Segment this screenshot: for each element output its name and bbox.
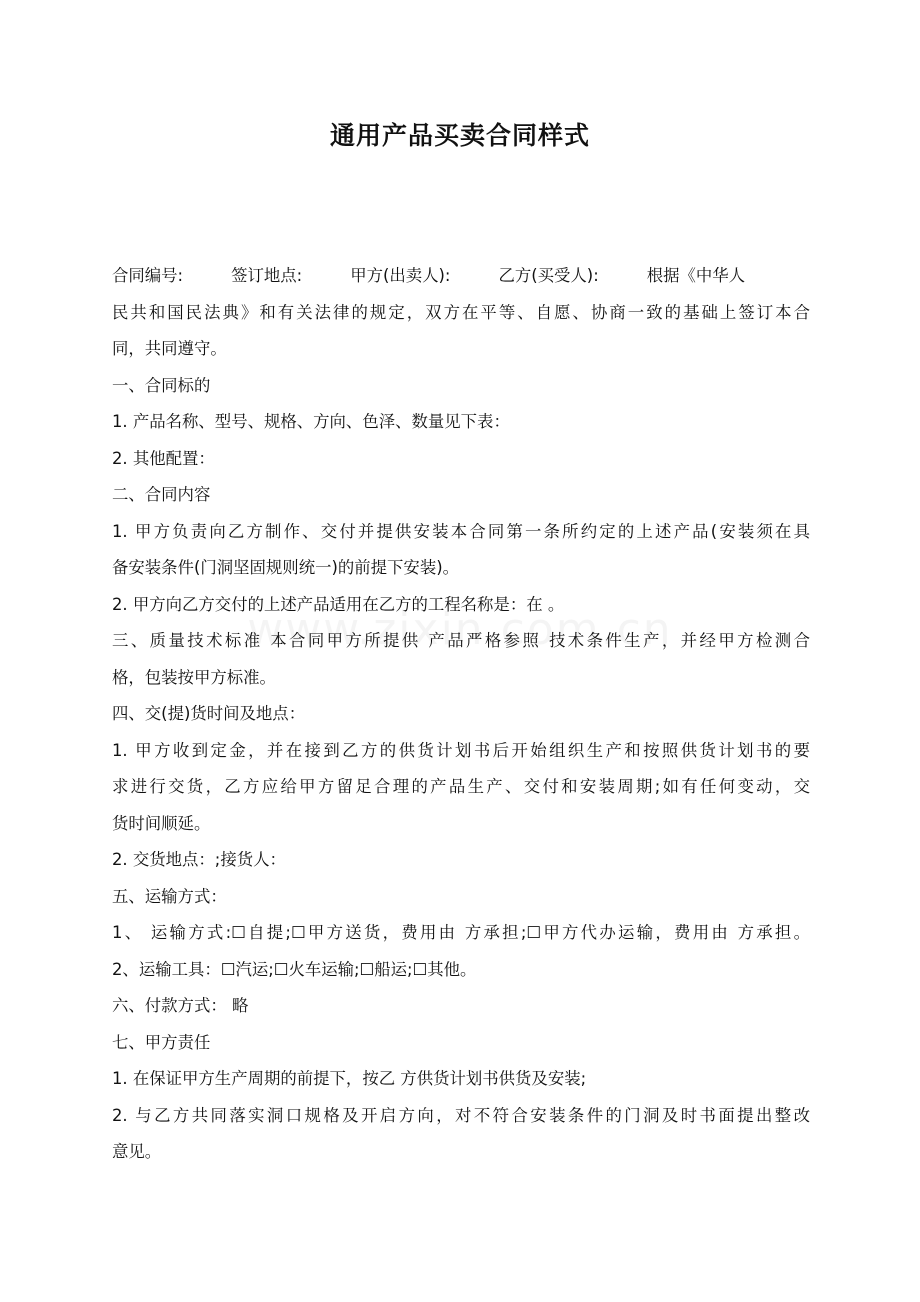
section-heading: 一、合同标的 bbox=[112, 375, 211, 395]
clause-line: 1、 运输方式:☐自提;☐甲方送货，费用由 方承担;☐甲方代办运输，费用由 方承担。 bbox=[112, 923, 810, 942]
clause-line: 备安装条件(门洞坚固规则统一)的前提下安装)。 bbox=[112, 558, 459, 577]
basis-text-start: 根据《中华人 bbox=[646, 266, 746, 285]
clause-line: 2. 甲方向乙方交付的上述产品适用在乙方的工程名称是：在 。 bbox=[112, 594, 565, 614]
contract-number-label: 合同编号: bbox=[112, 266, 184, 285]
clause-line: 1. 甲方收到定金，并在接到乙方的供货计划书后开始组织生产和按照供货计划书的要 bbox=[112, 740, 810, 760]
party-a-label: 甲方(出卖人): bbox=[350, 266, 451, 285]
clause-line: 2. 交货地点：;接货人： bbox=[112, 850, 286, 869]
section-heading: 七、甲方责任 bbox=[112, 1032, 211, 1052]
clause-line: 意见。 bbox=[112, 1142, 162, 1161]
clause-line: 1. 在保证甲方生产周期的前提下，按乙 方供货计划书供货及安装; bbox=[112, 1069, 587, 1088]
header-line bbox=[112, 258, 810, 295]
section-heading: 三、质量技术标准 本合同甲方所提供 产品严格参照 技术条件生产，并经甲方检测合 bbox=[112, 631, 810, 650]
clause-line: 2、运输工具：☐汽运;☐火车运输;☐船运;☐其他。 bbox=[112, 959, 477, 979]
section-heading: 六、付款方式： 略 bbox=[112, 996, 249, 1015]
paragraph-line: 民共和国民法典》和有关法律的规定，双方在平等、自愿、协商一致的基础上签订本合 bbox=[112, 302, 810, 322]
section-heading: 四、交(提)货时间及地点： bbox=[112, 704, 306, 723]
contract-body bbox=[112, 258, 810, 1171]
paragraph-line: 同，共同遵守。 bbox=[112, 339, 227, 358]
document-title: 通用产品买卖合同样式 bbox=[329, 121, 590, 150]
sign-place-label: 签订地点: bbox=[231, 266, 303, 285]
clause-line: 2. 其他配置： bbox=[112, 448, 215, 468]
clause-line: 货时间顺延。 bbox=[112, 813, 211, 833]
clause-line: 1. 产品名称、型号、规格、方向、色泽、数量见下表： bbox=[112, 412, 510, 431]
clause-line: 格，包装按甲方标准。 bbox=[112, 667, 276, 687]
clause-line: 2. 与乙方共同落实洞口规格及开启方向，对不符合安装条件的门洞及时书面提出整改 bbox=[112, 1105, 810, 1125]
clause-line: 1. 甲方负责向乙方制作、交付并提供安装本合同第一条所约定的上述产品(安装须在具 bbox=[112, 521, 810, 541]
clause-line: 求进行交货，乙方应给甲方留足合理的产品生产、交付和安装周期;如有任何变动，交 bbox=[112, 777, 810, 796]
section-heading: 二、合同内容 bbox=[112, 485, 211, 504]
section-heading: 五、运输方式： bbox=[112, 886, 227, 906]
party-b-label: 乙方(买受人): bbox=[498, 266, 599, 285]
